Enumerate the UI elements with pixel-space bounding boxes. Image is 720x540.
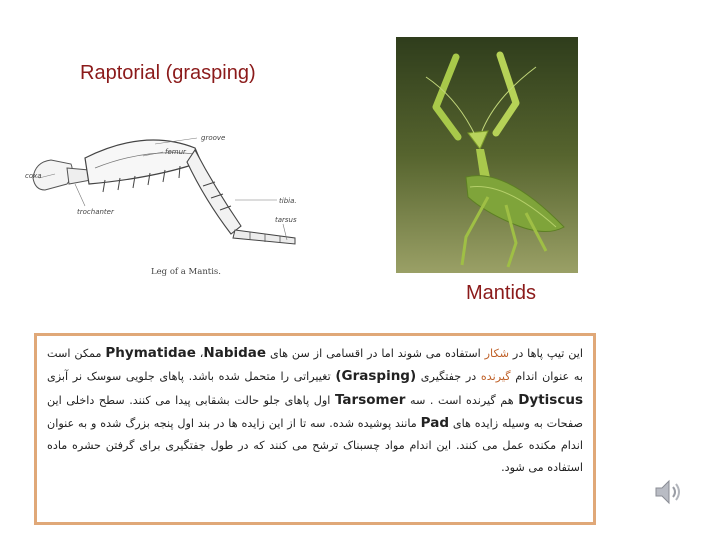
label-tibia: tibia. bbox=[279, 197, 297, 205]
text-segment: مانند پوشیده شده. سه تا از این زایده ها در بند اول پنجه بزرگ شده و به عنوان اندام مکنده عمل می کنند. این اندام مواد چسبناک ترشح می کنند که در طول جفتگیری برای گرفتن حشره ماده استفاده می شود. bbox=[47, 416, 583, 475]
text-segment: استفاده می شوند اما در اقسامی از سن های bbox=[266, 347, 485, 360]
highlight-grasping-organ: گیرنده bbox=[480, 370, 511, 384]
text-segment: در جفتگیری bbox=[416, 370, 481, 384]
text-segment: اول پاهای جلو حالت بشقابی پیدا می کنند. سطح داخلی این صفحات به وسیله زایده های bbox=[47, 393, 583, 430]
text-segment: تغییراتی را متحمل شده باشد. پاهای جلویی سوسک نر آبزی bbox=[47, 370, 336, 384]
term-dytiscus: Dytiscus bbox=[518, 391, 583, 408]
mantis-photo bbox=[396, 37, 578, 273]
text-segment: این تیپ پاها در bbox=[509, 347, 583, 360]
slide-title: Raptorial (grasping) bbox=[80, 62, 256, 84]
highlight-hunting: شکار bbox=[484, 347, 510, 360]
mantis-leg-diagram bbox=[25, 118, 325, 283]
label-tarsus: tarsus bbox=[275, 216, 297, 224]
photo-caption: Mantids bbox=[466, 282, 537, 304]
speaker-icon[interactable] bbox=[652, 476, 684, 508]
text-segment: ممکن است به عنوان اندام bbox=[47, 347, 583, 384]
term-phymatidae: Phymatidae bbox=[105, 345, 196, 361]
description-paragraph bbox=[47, 342, 583, 480]
tibia-segment bbox=[187, 150, 241, 234]
label-femur: femur bbox=[165, 148, 186, 156]
tarsus-segment bbox=[233, 230, 295, 244]
text-segment: هم گیرنده است . سه bbox=[405, 393, 519, 407]
text-segment: ، bbox=[199, 347, 204, 360]
term-grasping: (Grasping) bbox=[335, 368, 417, 385]
description-box bbox=[34, 333, 596, 525]
term-tarsomer: Tarsomer bbox=[334, 391, 406, 408]
term-nabidae: Nabidae bbox=[203, 345, 267, 361]
label-coxa: coxa bbox=[25, 172, 42, 180]
label-groove: groove bbox=[201, 134, 226, 142]
diagram-caption: Leg of a Mantis. bbox=[151, 267, 221, 277]
term-pad: Pad bbox=[420, 414, 449, 431]
label-trochanter: trochanter bbox=[77, 208, 114, 216]
femur-segment bbox=[85, 140, 201, 184]
